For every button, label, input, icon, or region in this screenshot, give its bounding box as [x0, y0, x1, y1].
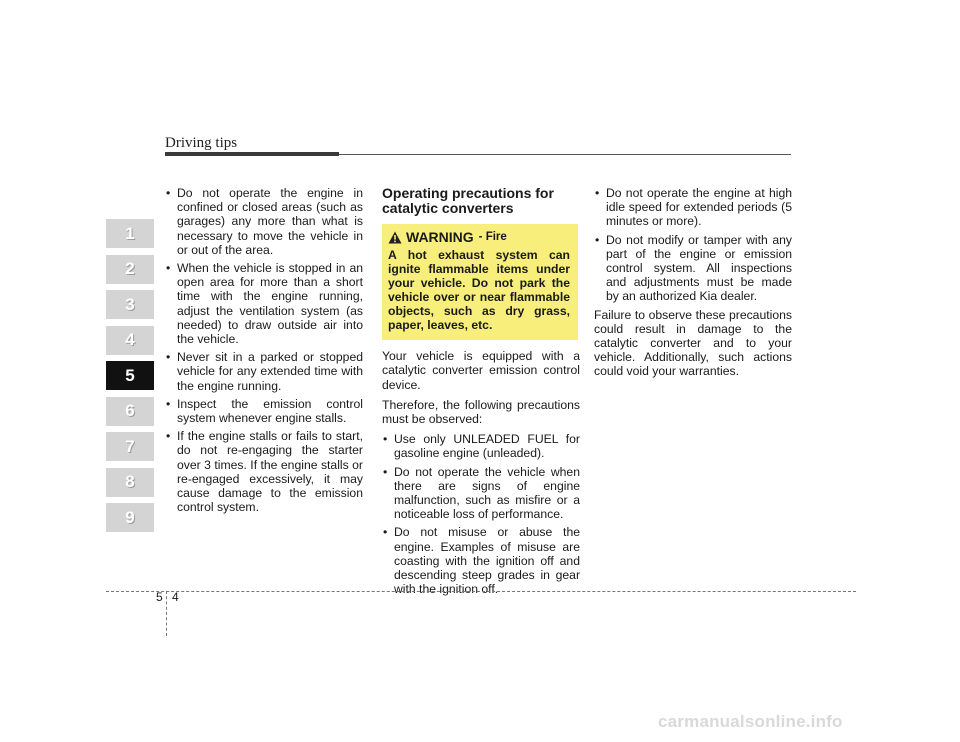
list-item: • Inspect the emission control system whenever engine stalls.	[165, 397, 363, 425]
footer-rule	[106, 591, 856, 592]
list-item: • Do not modify or tamper with any part of the engine or emission control system. All inspections and adjustments must be made by an authorized Kia dealer.	[594, 233, 792, 304]
list-item: • Do not misuse or abuse the engine. Examples of misuse are coasting with the ignition off and descending steep grades in gear with the ignition off.	[382, 525, 580, 596]
chapter-tab-6[interactable]: 6	[106, 397, 154, 426]
section-heading: Operating precautions for catalytic converters	[382, 185, 554, 216]
footer-divider	[166, 591, 167, 636]
warning-label: WARNING	[406, 229, 474, 245]
chapter-tab-8[interactable]: 8	[106, 468, 154, 497]
list-item: • Use only UNLEADED FUEL for gasoline engine (unleaded).	[382, 432, 580, 460]
paragraph: Your vehicle is equipped with a catalytic converter emission control device.	[382, 349, 580, 392]
paragraph: Therefore, the following precautions must be observed:	[382, 397, 580, 427]
bullet-list	[594, 186, 792, 304]
warning-triangle-icon	[388, 231, 402, 244]
list-item: • If the engine stalls or fails to start, do not re-engaging the starter over 3 times. If the engine stalls or re-engaged excessively, it may cause damage to the emission control system.	[165, 429, 363, 514]
chapter-tab-4[interactable]: 4	[106, 326, 154, 355]
list-item: • When the vehicle is stopped in an open area for more than a short time with the engine running, adjust the ventilation system (as needed) to draw outside air into the vehicle.	[165, 261, 363, 346]
page-number: 4	[172, 590, 179, 604]
column-3	[594, 186, 792, 385]
header-rule	[339, 154, 791, 155]
watermark: carmanualsonline.info	[658, 712, 843, 731]
list-item: • Do not operate the vehicle when there are signs of engine malfunction, such as misfire or a noticeable loss of performance.	[382, 465, 580, 522]
column-2	[382, 186, 580, 600]
chapter-tab-9[interactable]: 9	[106, 503, 154, 532]
column-1	[165, 186, 363, 518]
warning-title	[388, 230, 570, 244]
list-item: • Do not operate the engine in confined or closed areas (such as garages) any more than what is necessary to move the vehicle in or out of the area.	[165, 186, 363, 257]
chapter-tab-7[interactable]: 7	[106, 432, 154, 461]
chapter-tabs	[106, 219, 154, 539]
list-item: • Do not operate the engine at high idle speed for extended periods (5 minutes or more).	[594, 186, 792, 229]
list-item: • Never sit in a parked or stopped vehicle for any extended time with the engine running.	[165, 350, 363, 393]
chapter-tab-2[interactable]: 2	[106, 255, 154, 284]
header-bar	[165, 152, 339, 156]
page-header-title: Driving tips	[165, 135, 238, 151]
warning-text: A hot exhaust system can ignite flammable items under your vehicle. Do not park the vehicle over or near flammable objects, such as dry grass, paper, leaves, etc.	[388, 248, 570, 333]
warning-box	[382, 224, 578, 340]
bullet-list	[382, 432, 580, 596]
warning-subtitle: - Fire	[478, 231, 507, 243]
bullet-list	[165, 186, 363, 514]
chapter-tab-3[interactable]: 3	[106, 290, 154, 319]
chapter-tab-5[interactable]: 5	[106, 361, 154, 390]
chapter-tab-1[interactable]: 1	[106, 219, 154, 248]
page-section-number: 5	[156, 590, 163, 604]
paragraph: Failure to observe these precautions could result in damage to the catalytic converter and to your vehicle. Additionally, such actions could void your warranties.	[594, 307, 792, 379]
